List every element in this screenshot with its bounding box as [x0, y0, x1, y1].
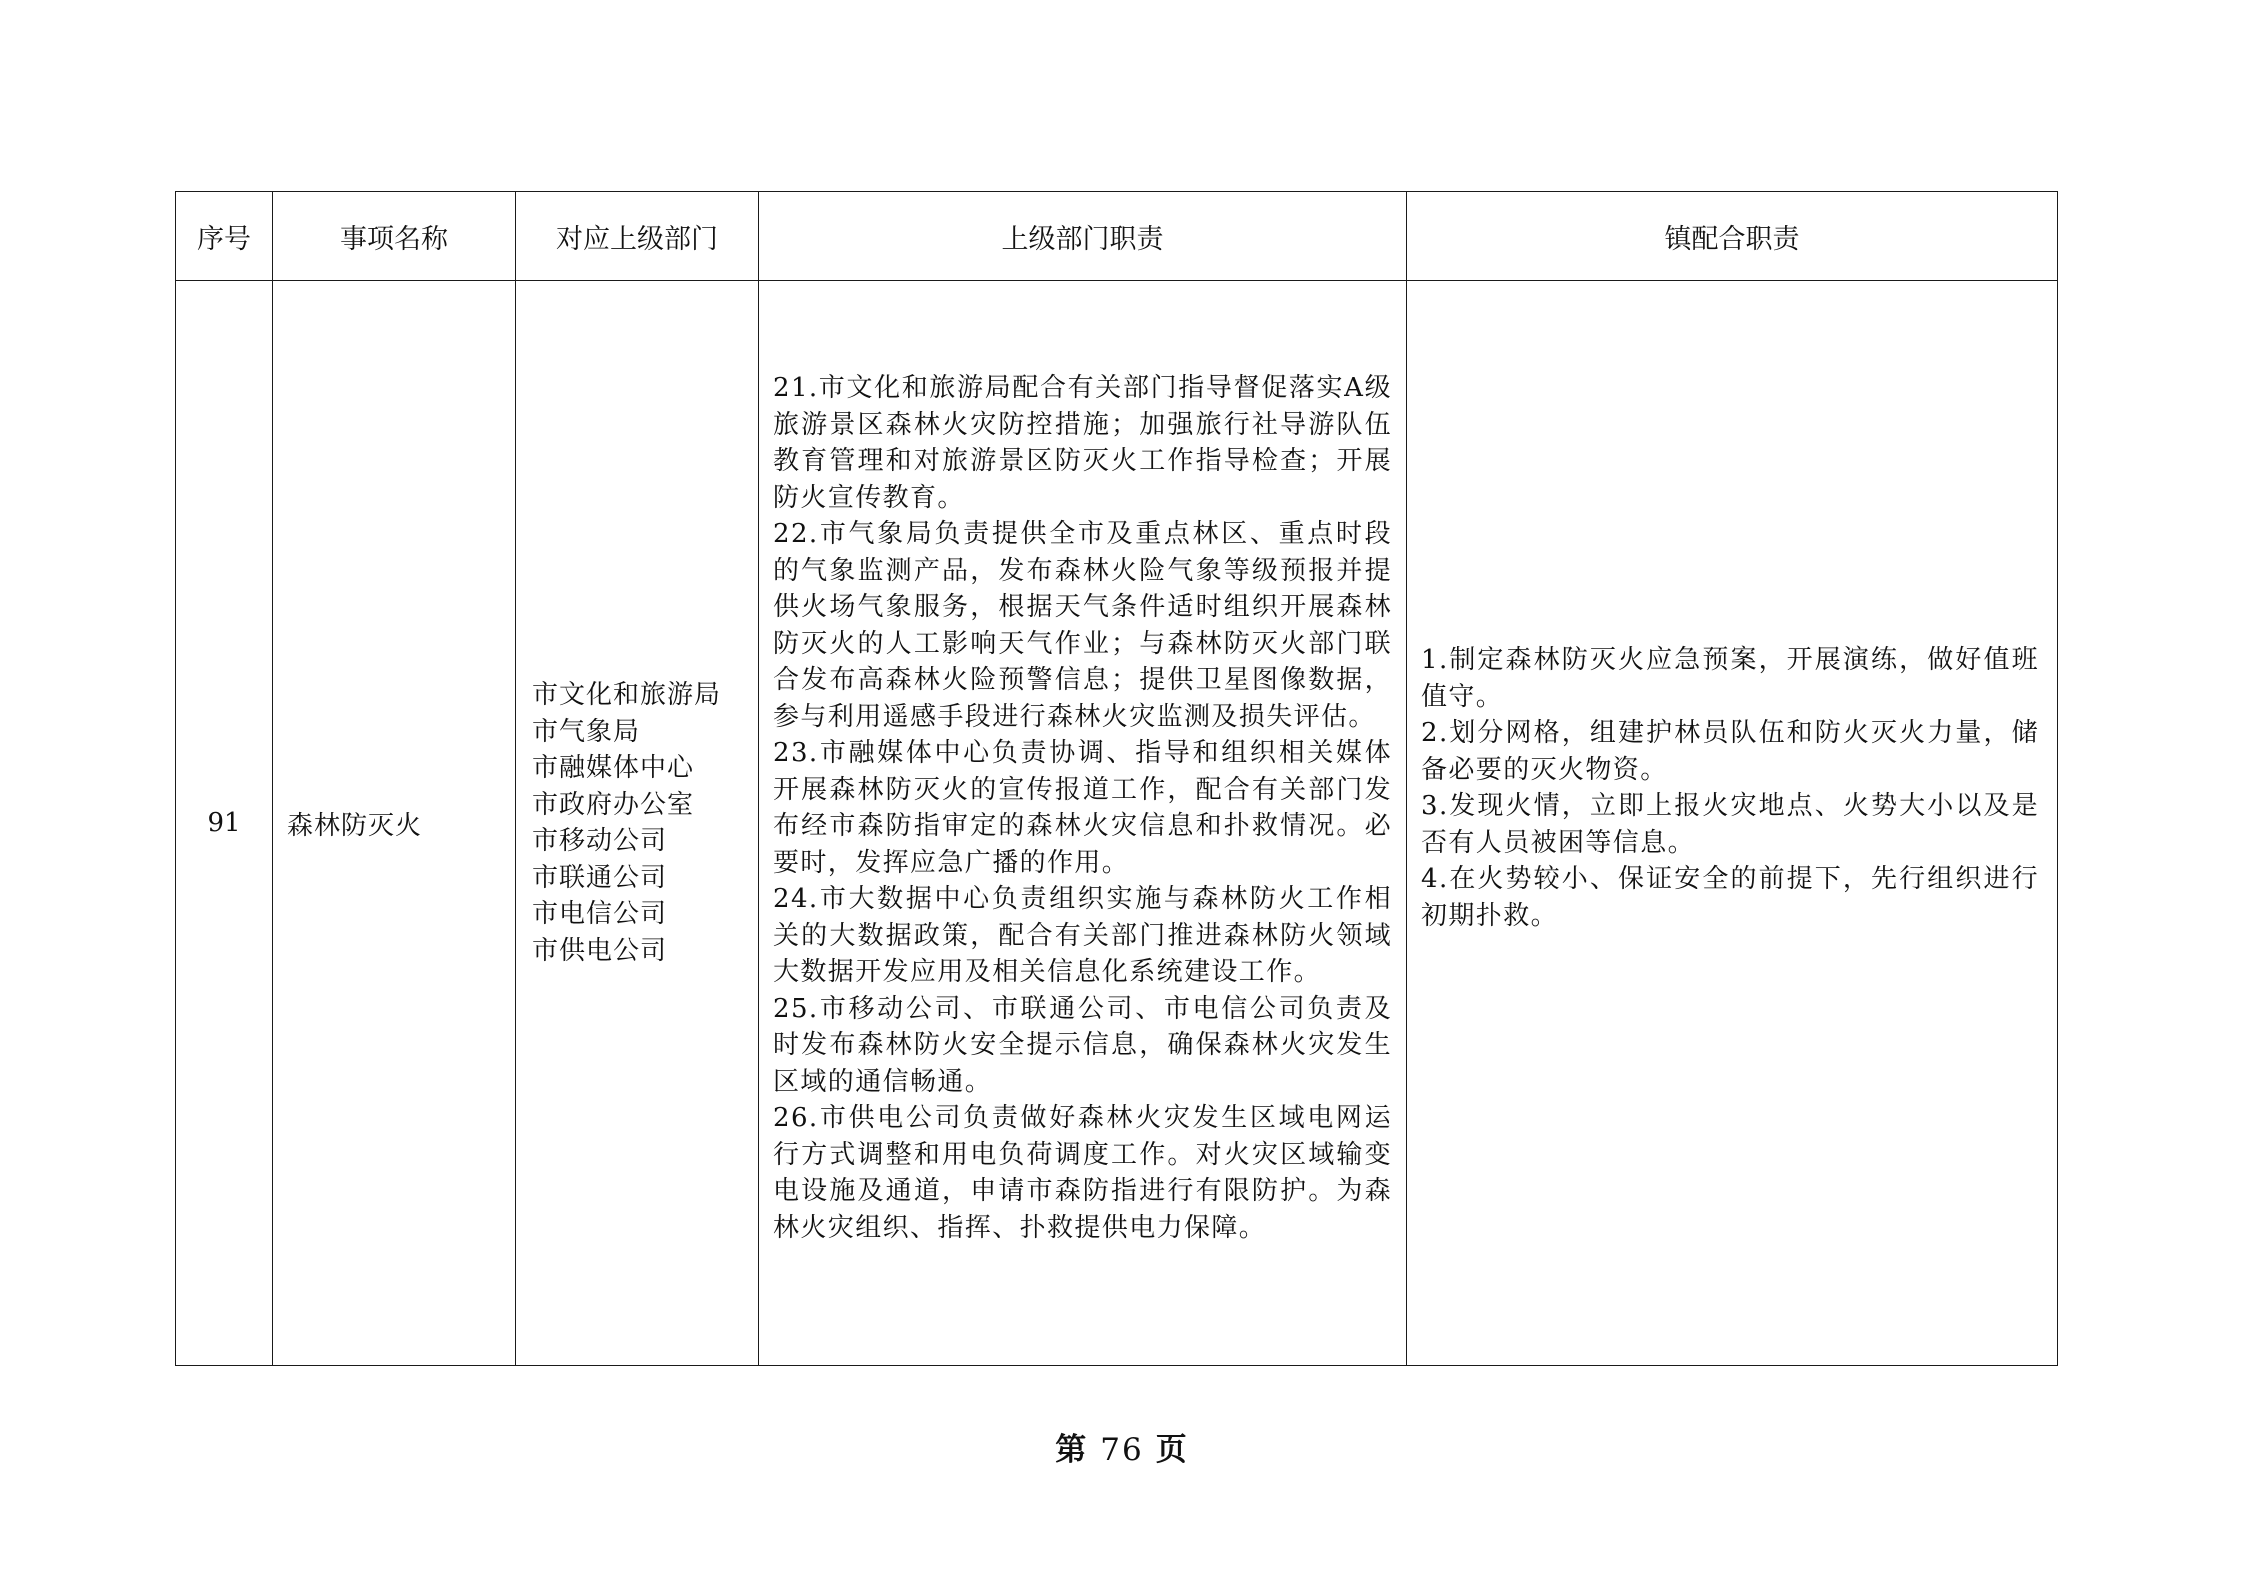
upper-duty-list [773, 370, 1392, 1246]
department-item: 市移动公司 [532, 826, 668, 856]
town-duty-list [1421, 642, 2039, 934]
page-number: 76 [1100, 1432, 1144, 1468]
duty-table [175, 191, 2058, 1366]
department-list [532, 677, 758, 969]
upper-duty-item: 21.市文化和旅游局配合有关部门指导督促落实A级旅游景区森林火灾防控措施；加强旅行社导游队伍教育管理和对旅游景区防灭火工作指导检查；开展防火宣传教育。 [773, 373, 1392, 513]
header-town-duties: 镇配合职责 [1407, 192, 2058, 281]
town-duty-item: 2.划分网格，组建护林员队伍和防火灭火力量，储备必要的灭火物资。 [1421, 718, 2039, 785]
department-item: 市政府办公室 [532, 789, 695, 820]
town-duty-item: 3.发现火情，立即上报火灾地点、火势大小以及是否有人员被困等信息。 [1421, 791, 2039, 858]
header-upper-duties: 上级部门职责 [759, 192, 1407, 281]
department-item: 市电信公司 [532, 899, 668, 929]
row-departments [516, 281, 759, 1366]
row-town-duties [1407, 281, 2058, 1366]
upper-duty-item: 23.市融媒体中心负责协调、指导和组织相关媒体开展森林防灭火的宣传报道工作，配合有关部门发布经市森防指审定的森林火灾信息和扑救情况。必要时，发挥应急广播的作用。 [773, 738, 1392, 878]
upper-duty-item: 26.市供电公司负责做好森林火灾发生区域电网运行方式调整和用电负荷调度工作。对火灾区域输变电设施及通道，申请市森防指进行有限防护。为森林火灾组织、指挥、扑救提供电力保障。 [773, 1103, 1392, 1243]
page-footer [0, 1424, 2244, 1469]
page-footer-prefix: 第 [1055, 1432, 1089, 1468]
upper-duty-item: 22.市气象局负责提供全市及重点林区、重点时段的气象监测产品，发布森林火险气象等级预报并提供火场气象服务，根据天气条件适时组织开展森林防灭火的人工影响天气作业；与森林防灭火部门联合发布高森林火险预警信息；提供卫星图像数据，参与利用遥感手段进行森林火灾监测及损失评估。 [773, 519, 1392, 732]
upper-duty-item: 25.市移动公司、市联通公司、市电信公司负责及时发布森林防火安全提示信息，确保森林火灾发生区域的通信畅通。 [773, 993, 1392, 1097]
department-item: 市联通公司 [532, 862, 668, 893]
header-item-name: 事项名称 [273, 192, 516, 281]
department-item: 市融媒体中心 [532, 753, 695, 783]
row-serial-number: 91 [176, 281, 273, 1366]
town-duty-item: 1.制定森林防灭火应急预案，开展演练，做好值班值守。 [1421, 645, 2039, 712]
upper-duty-item: 24.市大数据中心负责组织实施与森林防火工作相关的大数据政策，配合有关部门推进森林防火领域大数据开发应用及相关信息化系统建设工作。 [773, 884, 1392, 987]
row-item-name: 森林防灭火 [273, 281, 516, 1366]
table-header-row [176, 192, 2058, 281]
table-row [176, 281, 2058, 1366]
page-footer-suffix: 页 [1155, 1432, 1189, 1468]
department-item: 市文化和旅游局 [532, 680, 722, 710]
town-duty-item: 4.在火势较小、保证安全的前提下，先行组织进行初期扑救。 [1421, 864, 2039, 931]
department-item: 市供电公司 [532, 935, 668, 966]
department-item: 市气象局 [532, 716, 641, 747]
row-upper-duties [759, 281, 1407, 1366]
header-upper-department: 对应上级部门 [516, 192, 759, 281]
header-serial-number: 序号 [176, 192, 273, 281]
